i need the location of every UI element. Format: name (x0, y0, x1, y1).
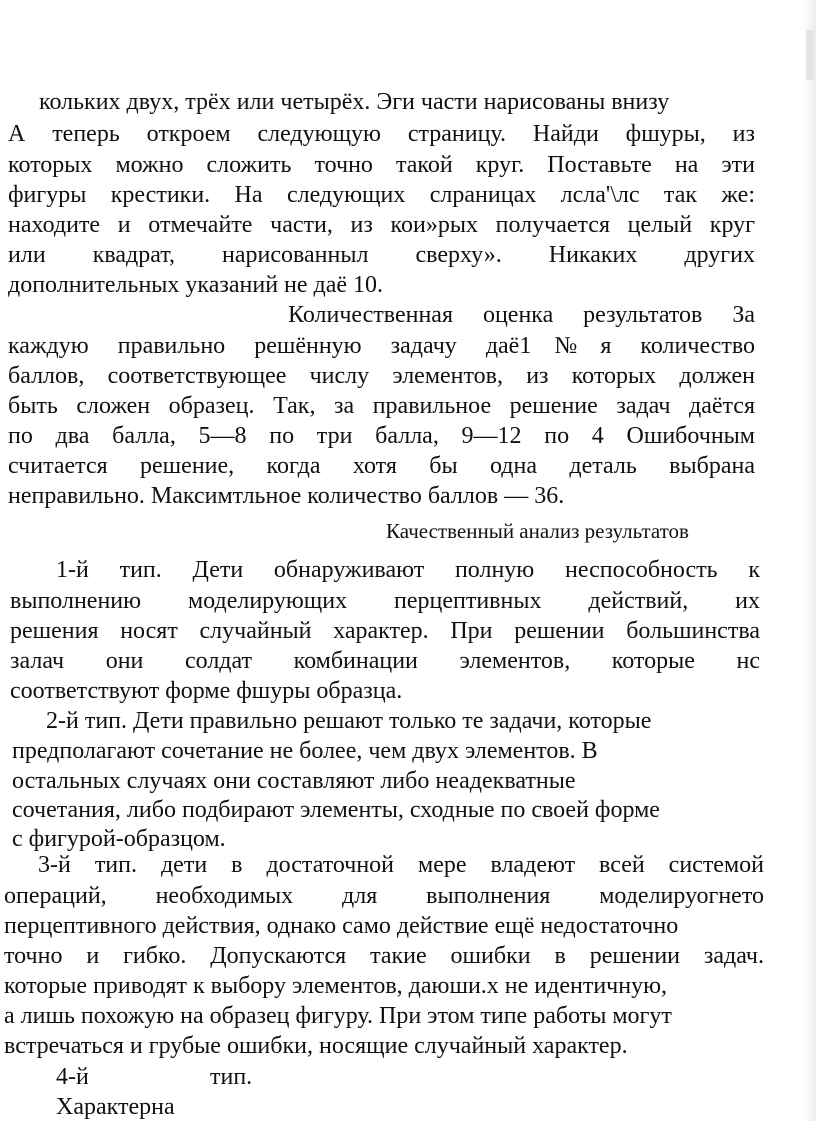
type1-line-5: соответствуют форме фшуры образца. (10, 678, 403, 704)
type2-line-2: предполагают сочетание не более, чем двух элементов. В (12, 738, 598, 764)
quant-line-7: неправильно. Максимтльное количество баллов — 36. (8, 483, 565, 509)
quant-line-5: по два балла, 5—8 по три балла, 9—12 по 4 Ошибочным (8, 423, 755, 449)
intro-line-7: дополнительных указаний не даё 10. (8, 272, 384, 298)
type4-number: 4-й (56, 1064, 89, 1090)
type2-line-3: остальных случаях они составляют либо неадекватные (12, 768, 576, 794)
quant-line-1: Количественная оценка результатов За (288, 302, 755, 328)
type3-line-3: перцептивного действия, однако само действие ещё недостаточно (4, 913, 679, 939)
type4-next-line: Характерна (56, 1094, 175, 1120)
type4-word: тип. (210, 1064, 253, 1090)
intro-line-5: находите и отмечайте части, из кои»рых получается целый круг (8, 212, 755, 238)
type2-line-1: 2-й тип. Дети правильно решают только те задачи, которые (46, 708, 652, 734)
scrollbar-thumb[interactable] (806, 30, 814, 80)
type3-line-5: которые приводят к выбору элементов, даюши.х не идентичную, (4, 973, 668, 999)
quant-line-4: быть сложен образец. Так, за правильное решение задач даётся (8, 393, 755, 419)
type3-line-6: а лишь похожую на образец фигуру. При этом типе работы могут (4, 1003, 672, 1029)
type1-line-2: выполнению моделирующих перцептивных действий, их (10, 588, 760, 614)
page-scrollbar[interactable] (802, 0, 816, 1121)
quant-line-2: каждую правильно решённую задачу даё1№я количество (8, 333, 755, 359)
intro-line-3: которых можно сложить точно такой круг. Поставьте на эти (8, 152, 755, 178)
intro-line-2: А теперь откроем следующую страницу. Найди фшуры, из (8, 121, 755, 147)
intro-line-6: или квадрат, нарисованныл сверху». Никаких других (8, 242, 755, 268)
type1-line-1: 1-й тип. Дети обнаруживают полную неспособность к (56, 557, 760, 583)
quant-line-3: баллов, соответствующее числу элементов, из которых должен (8, 363, 755, 389)
type2-line-4: сочетания, либо подбирают элементы, сходные по своей форме (12, 797, 660, 823)
quant-line-6: считается решение, когда хотя бы одна деталь выбрана (8, 453, 755, 479)
type3-line-2: операций, необходимых для выполнения моделируогнето (4, 883, 764, 909)
intro-line-1: кольких двух, трёх или четырёх. Эги части нарисованы внизу (39, 89, 670, 115)
type2-line-5: с фигурой-образцом. (12, 826, 226, 852)
type1-line-4: залач они солдат комбинации элементов, которые нс (10, 648, 760, 674)
type3-line-7: встречаться и грубые ошибки, носящие случайный характер. (4, 1033, 628, 1059)
qualitative-heading: Качественный анализ результатов (386, 519, 689, 543)
intro-line-4: фигуры крестики. На следующих слраницах лсла'\лс так же: (8, 182, 755, 208)
type3-line-4: точно и гибко. Допускаются такие ошибки в решении задач. (4, 943, 764, 969)
type1-line-3: решения носят случайный характер. При решении большинства (10, 618, 760, 644)
type3-line-1: 3-й тип. дети в достаточной мере владеют всей системой (38, 852, 764, 878)
